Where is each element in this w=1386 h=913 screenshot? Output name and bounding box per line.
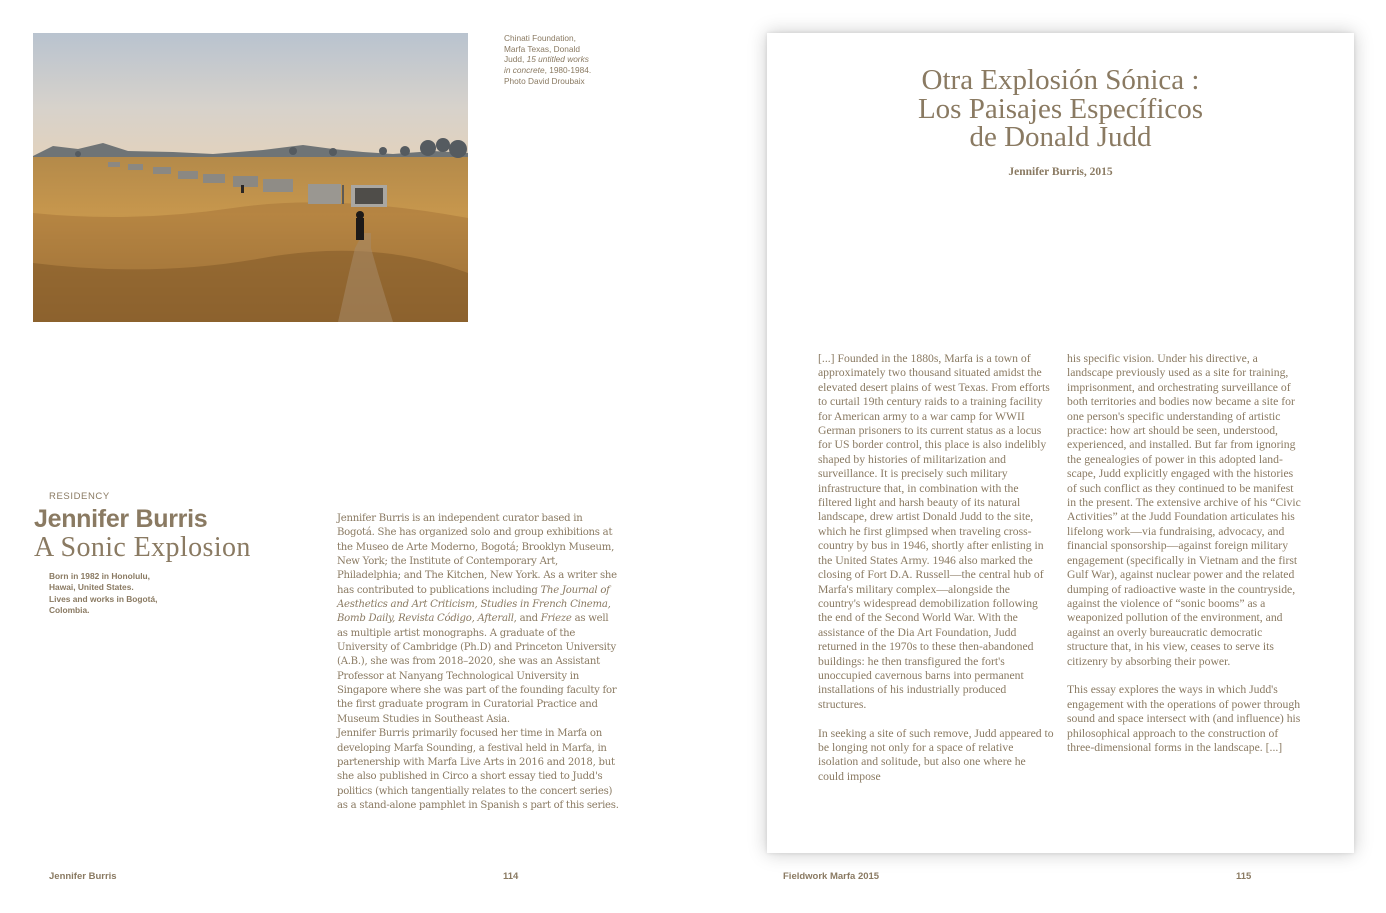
bio-text: Jennifer Burris is an independent curator based in Bogotá. She has organized solo and group exhibitions at the Museo de Arte Moderno, Bogotá; Brooklyn Museum, New York; the Institute of Contemporary Art, Philadelphia; and The Kitchen, New York. As a writer she has contributed to publications including (337, 513, 617, 596)
author-birth-info (49, 571, 189, 617)
bio-paragraph: Jennifer Burris primarily focused her time in Marfa on developing Marfa Sounding, a festival held in Marfa, in partenership with Marfa Live Arts in 2016 and 2018, but she also published in Circo a short essay tied to Judd's politics (which tangentially relates to the concert series) as a stand-alone pamphlet in Spanish s part of this series. (337, 728, 619, 811)
page-number-left: 114 (503, 871, 519, 882)
caption-line: Marfa Texas, Donald (504, 43, 580, 54)
photo-caption (504, 33, 624, 87)
footer-author: Jennifer Burris (49, 871, 117, 882)
caption-text: , 1980-1984. (544, 65, 592, 76)
caption-line: Chinati Foundation, (504, 33, 576, 43)
essay-paragraph: This essay explores the ways in which Judd's engagement with the operations of power through sound and space intersect with (and influence) his philosophical approach to the construction of three-dimensional forms in the landscape. [...] (1067, 683, 1301, 754)
footer-publication: Fieldwork Marfa 2015 (783, 871, 880, 882)
essay-paragraph: In seeking a site of such remove, Judd appeared to be longing not only for a space of relative isolation and solitude, but also one where he could impose (818, 726, 1054, 783)
birth-line: Colombia. (49, 605, 90, 616)
caption-text: Judd, (504, 54, 527, 65)
essay-column-2 (1067, 352, 1303, 755)
title-line: Otra Explosión Sónica : (921, 64, 1200, 96)
title-line: Los Paisajes Específicos (917, 92, 1204, 125)
essay-byline: Jennifer Burris, 2015 (1008, 166, 1113, 178)
author-biography (337, 512, 620, 813)
essay-paragraph: [...] Founded in the 1880s, Marfa is a town of approximately two thousand situated amidst the elevated desert plains of west Texas. From efforts to curtail 19th century raids to a training facility for American army to a war camp for WWII German prisoners to its current status as a locus for US border control, this place is also indelibly shaped by histories of militarization and surveillance. It is precisely such military infrastructure that, in combination with the filtered light and harsh beauty of its natural landscape, drew artist Donald Judd to the site, which he first glimpsed when traveling cross-country by bus in 1946, shortly after enlisting in the United States Army. 1946 also marked the closing of Fort D.A. Russell—the central hub of Marfa's military complex—alongside the country's widespread demobilization following the end of the Second World War. With the assistance of the Dia Art Foundation, Judd returned in the 1970s to these then-abandoned buildings: he then transfigured the fort's unoccupied cavernous barns into permanent installations of his industrially produced structures. (818, 352, 1050, 711)
landscape-photo (33, 33, 468, 322)
essay-column-1 (818, 352, 1054, 784)
birth-line: Born in 1982 in Honolulu, (49, 571, 150, 581)
article-subtitle: A Sonic Explosion (34, 532, 251, 563)
publication-titles: The Journal of Aesthetics and Art Criticism, Studies in French Cinema, Bomb Daily, Revista Código, Afterall (337, 584, 611, 625)
bio-text: , and (513, 613, 541, 625)
publication-title: Frieze (540, 613, 572, 625)
caption-line (504, 65, 624, 76)
essay-paragraph: his specific vision. Under his directive, a landscape previously used as a site for training, imprisonment, and orchestrating surveillance of both territories and bodies now became a site for one person's specific understanding of artistic practice: how art should be seen, understood, experienced, and installed. But far from ignoring the genealogies of power in this adopted land-scape, Judd explicitly engaged with the histories of such conflict as they continued to be manifest in the present. The extensive archive of his “Civic Activities” at the Judd Foundation articulates his lifelong work—via fundraising, advocacy, and financial sponsorship—against foreign military engagement (specifically in Vietnam and the first Gulf War), against nuclear power and the related dumping of radioactive waste in the countryside, against the violence of “sonic booms” as a weaponized pollution of the environment, and against an overly bureaucratic democratic structure that, in his view, ceases to serve its citizenry by absorbing their power. (1067, 352, 1301, 668)
bio-text: as well as multiple artist monographs. A graduate of the University of Cambridge (Ph.D) and Princeton University (A.B.), she was from 2018–2020, she was an Assistant Professor at Nanyang Technological University in Singapore where she was part of the founding faculty for the first graduate program in Curatorial Practice and Museum Studies in Southeast Asia. (337, 613, 617, 725)
author-name: Jennifer Burris (34, 505, 208, 533)
birth-line: Hawai, United States. (49, 582, 134, 593)
caption-artwork-title: in concrete (504, 65, 545, 76)
essay-title (767, 66, 1354, 152)
birth-line: Lives and works in Bogotá, (49, 593, 158, 604)
page-number-right: 115 (1236, 871, 1252, 882)
caption-artwork-title: 15 untitled works (526, 54, 589, 65)
caption-line (504, 54, 624, 65)
bio-paragraph (337, 512, 620, 727)
section-kicker: RESIDENCY (49, 491, 110, 502)
title-line: de Donald Judd (969, 121, 1152, 153)
caption-line: Photo David Droubaix (504, 75, 585, 86)
